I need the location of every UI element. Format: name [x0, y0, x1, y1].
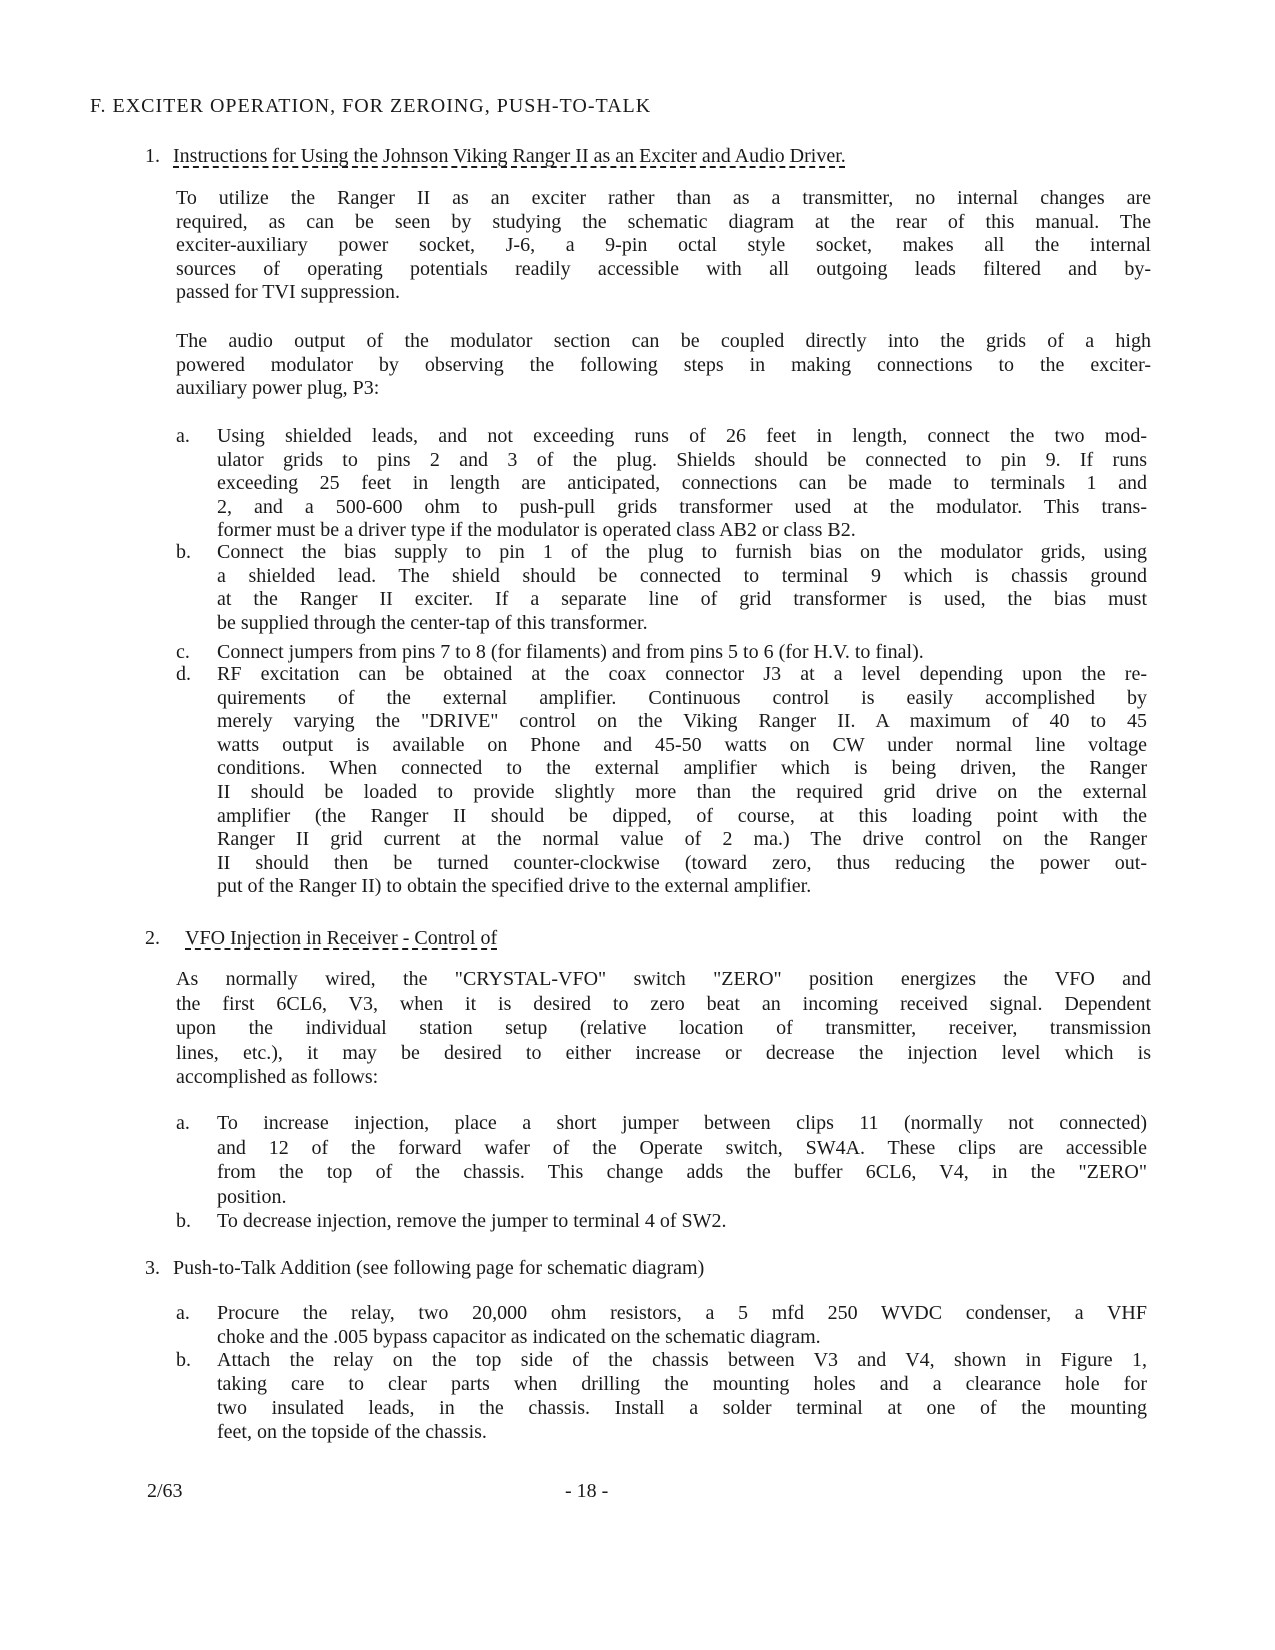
page-number: - 18 - [565, 1480, 609, 1502]
list-item-letter: a. [176, 1302, 190, 1324]
paragraph-line: upon the individual station setup (relative location of transmitter, receiver, transmission [176, 1017, 1151, 1039]
section-title: Push-to-Talk Addition (see following page for schematic diagram) [173, 1257, 705, 1279]
section-title: VFO Injection in Receiver - Control of [185, 927, 498, 949]
list-item-line: two insulated leads, in the chassis. Install a solder terminal at one of the mounting [217, 1397, 1147, 1419]
list-item-line: former must be a driver type if the modulator is operated class AB2 or class B2. [217, 519, 856, 542]
list-item-letter: c. [176, 641, 190, 663]
list-item-line: II should then be turned counter-clockwise (toward zero, thus reducing the power out- [217, 851, 1147, 874]
list-item-line: To decrease injection, remove the jumper to terminal 4 of SW2. [217, 1210, 727, 1232]
list-item-line: amplifier (the Ranger II should be dipped, of course, at this loading point with the [217, 804, 1147, 827]
list-item-line: put of the Ranger II) to obtain the specified drive to the external amplifier. [217, 875, 812, 898]
list-item-line: taking care to clear parts when drilling the mounting holes and a clearance hole for [217, 1373, 1147, 1395]
list-item-line: a shielded lead. The shield should be connected to terminal 9 which is chassis ground [217, 564, 1147, 587]
list-item-line: To increase injection, place a short jumper between clips 11 (normally not connected) [217, 1112, 1147, 1134]
paragraph-line: accomplished as follows: [176, 1066, 379, 1088]
list-item-letter: b. [176, 541, 191, 563]
list-item-line: quirements of the external amplifier. Continuous control is easily accomplished by [217, 686, 1147, 709]
paragraph-line: lines, etc.), it may be desired to either increase or decrease the injection level which is [176, 1041, 1151, 1064]
list-item-line: Connect the bias supply to pin 1 of the plug to furnish bias on the modulator grids, using [217, 541, 1147, 563]
list-item-line: feet, on the topside of the chassis. [217, 1421, 487, 1443]
list-item-line: position. [217, 1185, 287, 1208]
list-item-letter: d. [176, 663, 191, 685]
section-number: 1. [145, 145, 160, 167]
paragraph-line: the first 6CL6, V3, when it is desired to zero beat an incoming received signal. Dependent [176, 992, 1151, 1015]
list-item-line: Attach the relay on the top side of the chassis between V3 and V4, shown in Figure 1, [217, 1349, 1147, 1371]
list-item-line: II should be loaded to provide slightly more than the required grid drive on the external [217, 781, 1147, 803]
list-item-line: Procure the relay, two 20,000 ohm resistors, a 5 mfd 250 WVDC condenser, a VHF [217, 1302, 1147, 1324]
list-item-line: from the top of the chassis. This change adds the buffer 6CL6, V4, in the "ZERO" [217, 1161, 1147, 1183]
list-item-letter: a. [176, 425, 190, 447]
list-item-line: Connect jumpers from pins 7 to 8 (for filaments) and from pins 5 to 6 (for H.V. to final). [217, 641, 924, 663]
list-item-letter: b. [176, 1210, 191, 1232]
paragraph-line: exciter-auxiliary power socket, J-6, a 9-pin octal style socket, makes all the internal [176, 234, 1151, 257]
list-item-line: ulator grids to pins 2 and 3 of the plug. Shields should be connected to pin 9. If runs [217, 448, 1147, 471]
paragraph-line: powered modulator by observing the following steps in making connections to the exciter- [176, 353, 1151, 376]
section-number: 2. [145, 927, 160, 949]
list-item-line: 2, and a 500-600 ohm to push-pull grids transformer used at the modulator. This trans- [217, 495, 1147, 518]
paragraph-line: As normally wired, the "CRYSTAL-VFO" switch "ZERO" position energizes the VFO and [176, 968, 1151, 990]
footer-date: 2/63 [147, 1480, 183, 1502]
list-item-letter: b. [176, 1349, 191, 1371]
list-item-line: be supplied through the center-tap of this transformer. [217, 611, 648, 634]
list-item-line: exceeding 25 feet in length are anticipated, connections can be made to terminals 1 and [217, 472, 1147, 495]
paragraph-line: To utilize the Ranger II as an exciter rather than as a transmitter, no internal changes are [176, 187, 1151, 209]
list-item-line: conditions. When connected to the external amplifier which is being driven, the Ranger [217, 757, 1147, 780]
list-item-line: choke and the .005 bypass capacitor as indicated on the schematic diagram. [217, 1326, 821, 1348]
list-item-line: Ranger II grid current at the normal value of 2 ma.) The drive control on the Ranger [217, 828, 1147, 851]
section-number: 3. [145, 1257, 160, 1279]
list-item-line: Using shielded leads, and not exceeding runs of 26 feet in length, connect the two mod- [217, 425, 1147, 447]
list-item-letter: a. [176, 1112, 190, 1134]
paragraph-line: auxiliary power plug, P3: [176, 377, 380, 400]
section-title: Instructions for Using the Johnson Viking Ranger II as an Exciter and Audio Driver. [173, 145, 846, 167]
list-item-line: RF excitation can be obtained at the coax connector J3 at a level depending upon the re- [217, 663, 1147, 685]
paragraph-line: passed for TVI suppression. [176, 281, 401, 304]
list-item-line: and 12 of the forward wafer of the Operate switch, SW4A. These clips are accessible [217, 1136, 1147, 1159]
paragraph-line: sources of operating potentials readily accessible with all outgoing leads filtered and by- [176, 257, 1151, 280]
list-item-line: watts output is available on Phone and 45-50 watts on CW under normal line voltage [217, 733, 1147, 756]
paragraph-line: The audio output of the modulator section can be coupled directly into the grids of a high [176, 330, 1151, 352]
list-item-line: at the Ranger II exciter. If a separate line of grid transformer is used, the bias must [217, 588, 1147, 611]
list-item-line: merely varying the "DRIVE" control on the Viking Ranger II. A maximum of 40 to 45 [217, 710, 1147, 733]
paragraph-line: required, as can be seen by studying the schematic diagram at the rear of this manual. The [176, 210, 1151, 233]
section-heading: F. EXCITER OPERATION, FOR ZEROING, PUSH-TO-TALK [90, 95, 652, 117]
